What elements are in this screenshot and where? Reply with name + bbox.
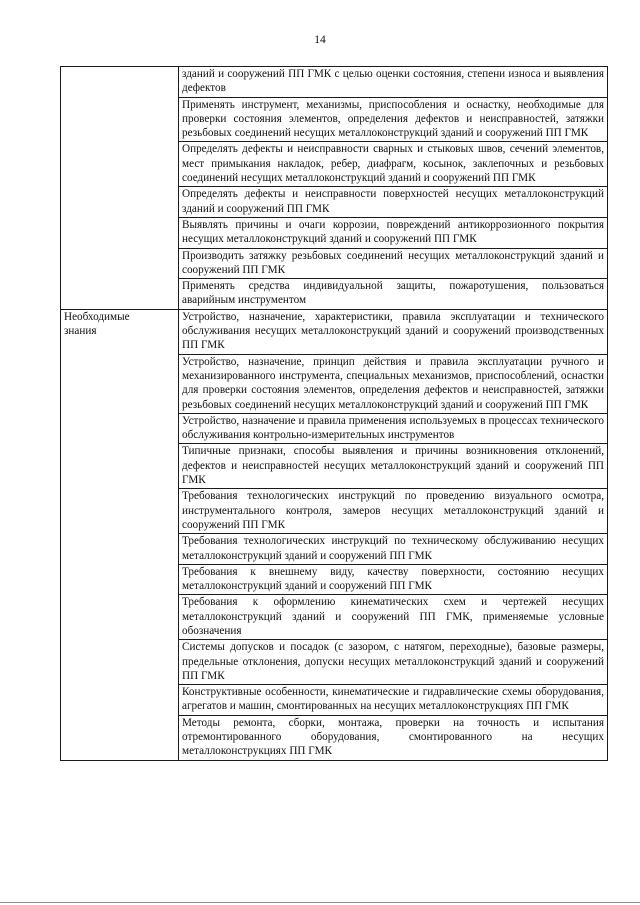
knowledge-item: Требования технологических инструкций по проведению визуального осмотра, инструментального контроля, замеров несущих металлоконструкций зданий и сооружений ПП ГМК [179, 489, 608, 534]
knowledge-item: Требования к внешнему виду, качеству поверхности, состоянию несущих металлоконструкций зданий и сооружений ПП ГМК [179, 564, 608, 595]
skill-item: Выявлять причины и очаги коррозии, повреждений антикоррозионного покрытия несущих металлоконструкций зданий и сооружений ПП ГМК [179, 217, 608, 248]
skill-item: Определять дефекты и неисправности поверхностей несущих металлоконструкций зданий и сооружений ПП ГМК [179, 187, 608, 218]
skills-label-cell [61, 67, 179, 310]
table-row [61, 67, 608, 98]
table-row [61, 309, 608, 354]
knowledge-item: Устройство, назначение, принцип действия и правила эксплуатации ручного и механизированного инструмента, специальных механизмов, приспособлений, оснастки для проверки состояния элементов, определения дефектов и неисправностей, затяжки резьбовых соединений несущих металлоконструкций зданий и сооружений ПП ГМК [179, 354, 608, 413]
knowledge-item: Методы ремонта, сборки, монтажа, проверки на точность и испытания отремонтированного оборудования, смонтированного на несущих металлоконструкциях ПП ГМК [179, 715, 608, 760]
knowledge-item: Устройство, назначение, характеристики, правила эксплуатации и технического обслуживания несущих металлоконструкций зданий и сооружений производственных ПП ГМК [179, 309, 608, 354]
page-bottom-edge [0, 902, 640, 903]
knowledge-item: Конструктивные особенности, кинематические и гидравлические схемы оборудования, агрегатов и машин, смонтированных на несущих металлоконструкциях ПП ГМК [179, 685, 608, 716]
knowledge-item: Типичные признаки, способы выявления и причины возникновения отклонений, дефектов и неисправностей несущих металлоконструкций зданий и сооружений ПП ГМК [179, 444, 608, 489]
competency-table [60, 66, 608, 761]
knowledge-item: Системы допусков и посадок (с зазором, с натягом, переходные), базовые размеры, предельные отклонения, допуски несущих металлоконструкций зданий и сооружений ПП ГМК [179, 640, 608, 685]
page-number: 14 [314, 34, 326, 46]
knowledge-label-cell [61, 309, 179, 760]
skill-item: Применять средства индивидуальной защиты, пожаротушения, пользоваться аварийным инструментом [179, 279, 608, 310]
knowledge-label: Необходимые знания [64, 310, 130, 338]
knowledge-item: Требования к оформлению кинематических схем и чертежей несущих металлоконструкций зданий и сооружений ПП ГМК, применяемые условные обозначения [179, 595, 608, 640]
skill-item: Производить затяжку резьбовых соединений несущих металлоконструкций зданий и сооружений ПП ГМК [179, 248, 608, 279]
skill-item: Применять инструмент, механизмы, приспособления и оснастку, необходимые для проверки состояния элементов, определения дефектов и неисправностей, затяжки резьбовых соединений несущих металлоконструкций зданий и сооружений ПП ГМК [179, 97, 608, 142]
knowledge-item: Устройство, назначение и правила применения используемых в процессах технического обслуживания контрольно-измерительных инструментов [179, 413, 608, 444]
skill-item: зданий и сооружений ПП ГМК с целью оценки состояния, степени износа и выявления дефектов [179, 67, 608, 98]
skill-item: Определять дефекты и неисправности сварных и стыковых швов, сечений элементов, мест примыкания накладок, ребер, диафрагм, косынок, заклепочных и резьбовых соединений несущих металлоконструкций зданий и сооружений ПП ГМК [179, 142, 608, 187]
knowledge-item: Требования технологических инструкций по техническому обслуживанию несущих металлоконструкций зданий и сооружений ПП ГМК [179, 534, 608, 565]
